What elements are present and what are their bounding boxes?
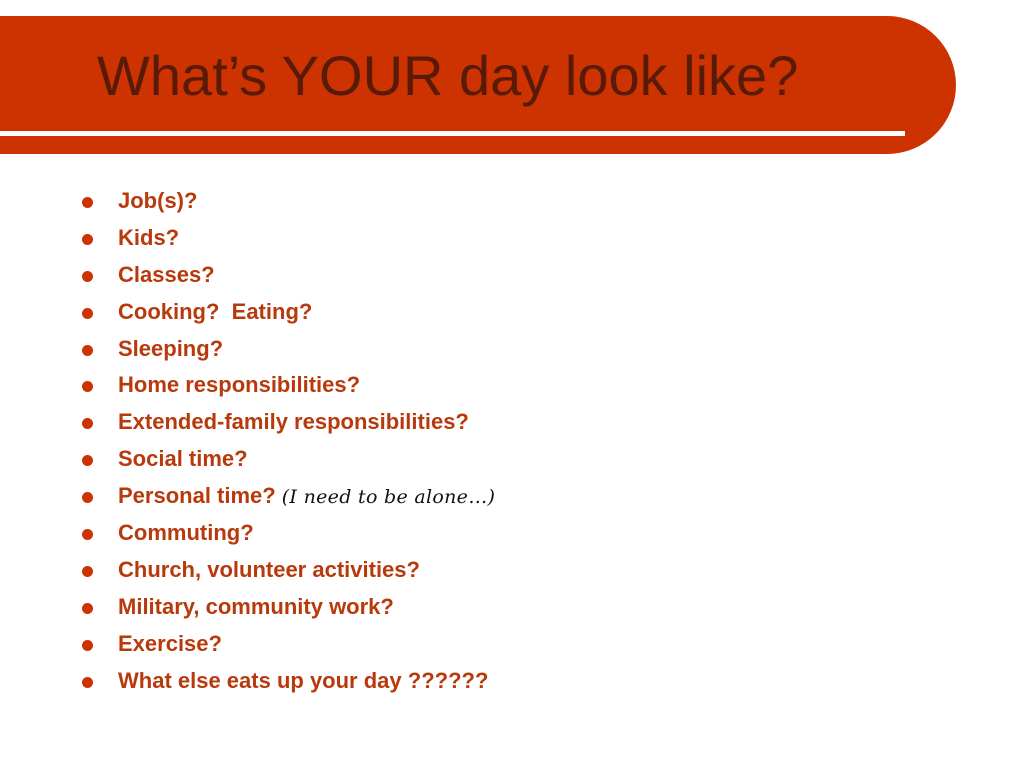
bullet-text: Sleeping? bbox=[118, 335, 224, 361]
bullet-dot-icon bbox=[82, 271, 93, 282]
bullet-dot-icon bbox=[82, 234, 93, 245]
bullet-dot-icon bbox=[82, 640, 93, 651]
bullet-text: Job(s)? bbox=[118, 188, 198, 213]
bullet-dot-icon bbox=[82, 566, 93, 577]
bullet-dot-icon bbox=[82, 677, 93, 688]
bullet-text: Commuting? bbox=[118, 520, 254, 546]
bullet-text: Church, volunteer activities? bbox=[118, 556, 420, 582]
handwritten-aside-note: (I need to be alone…) bbox=[281, 486, 496, 509]
bullet-dot-icon bbox=[82, 197, 93, 208]
title-underline-rule bbox=[0, 131, 905, 136]
bullet-text: Military, community work? bbox=[118, 593, 394, 619]
bullet-dot-icon bbox=[82, 418, 93, 429]
bullet-text: Social time? bbox=[118, 446, 248, 472]
bullet-text: Exercise? bbox=[118, 630, 222, 656]
bullet-dot-icon bbox=[82, 529, 93, 540]
bullet-dot-icon bbox=[82, 455, 93, 466]
bullet-text: Kids? bbox=[118, 224, 180, 250]
bullet-text: Personal time? bbox=[118, 483, 276, 509]
bullet-text: Extended-family responsibilities? bbox=[118, 409, 469, 435]
bullet-dot-icon bbox=[82, 381, 93, 392]
bullet-text: Home responsibilities? bbox=[118, 372, 361, 398]
slide-title: What’s YOUR day look like? bbox=[97, 44, 799, 107]
bullet-dot-icon bbox=[82, 345, 93, 356]
bullet-text: Classes? bbox=[118, 261, 215, 287]
bullet-dot-icon bbox=[82, 308, 93, 319]
bullet-dot-icon bbox=[82, 492, 93, 503]
bullet-dot-icon bbox=[82, 603, 93, 614]
bullet-text: Cooking? Eating? bbox=[118, 298, 313, 324]
bullet-text-with-note bbox=[118, 478, 495, 516]
bullet-text: What else eats up your day ?????? bbox=[118, 667, 489, 693]
